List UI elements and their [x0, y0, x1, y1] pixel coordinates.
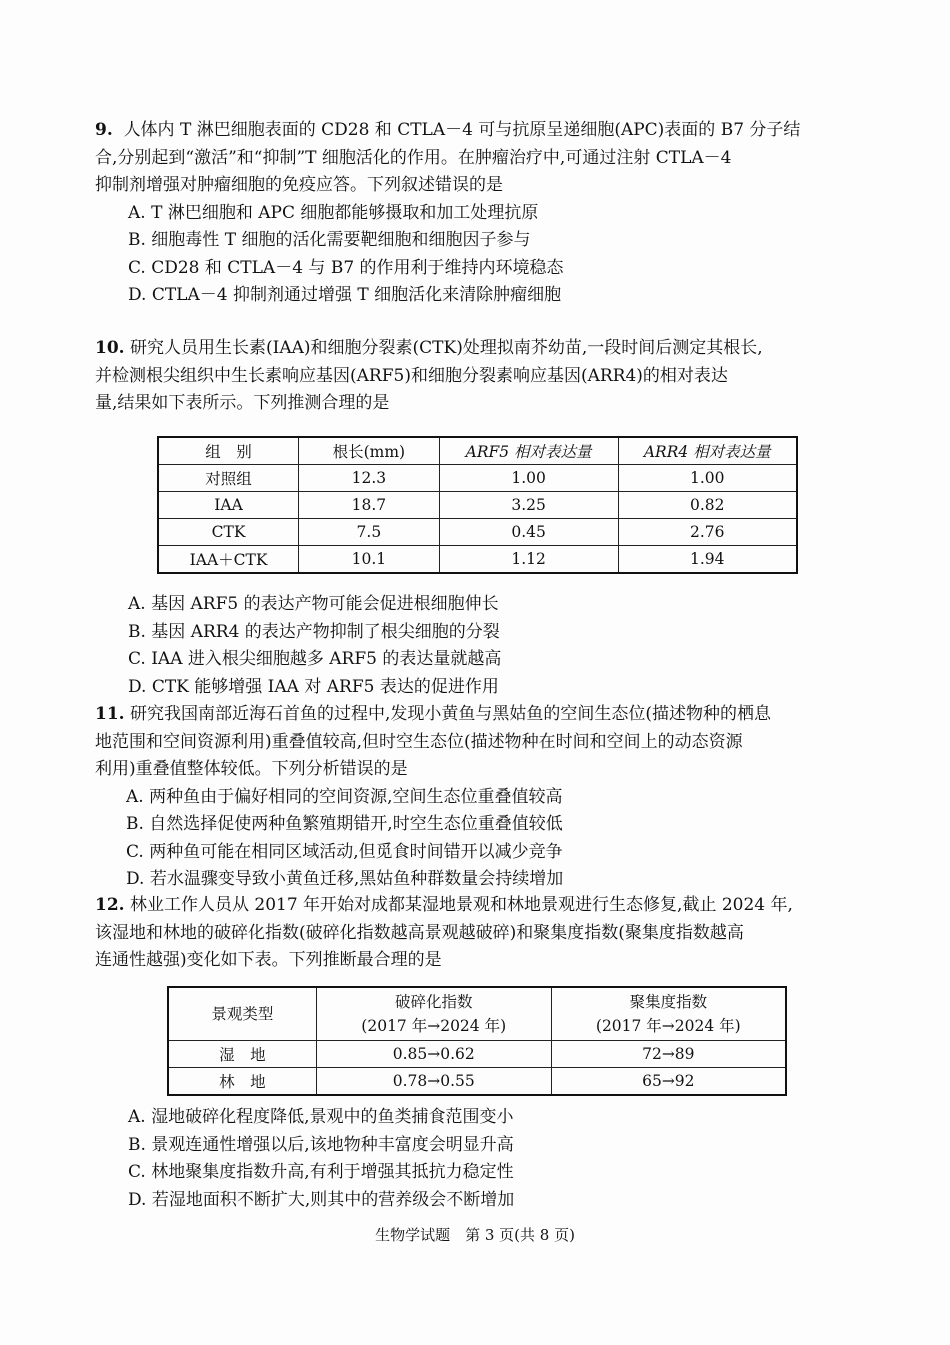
question-12-options: [95, 1104, 835, 1214]
option-a: A. 湿地破碎化程度降低,景观中的鱼类捕食范围变小: [128, 1107, 514, 1127]
option-a: A. 两种鱼由于偏好相同的空间资源,空间生态位重叠值较高: [126, 786, 563, 807]
question-stem-line: 抑制剂增强对肿瘤细胞的免疫应答。下列叙述错误的是: [95, 175, 503, 195]
question-stem-line: 人体内 T 淋巴细胞表面的 CD28 和 CTLA－4 可与抗原呈递细胞(APC)表面的 B7 分子结: [123, 120, 801, 140]
table-cell: 12.3: [299, 465, 440, 492]
table-header-cell: [551, 987, 786, 1041]
header-line: 破碎化指数: [394, 993, 473, 1011]
option-a: A. T 淋巴细胞和 APC 细胞都能够摄取和加工处理抗原: [128, 202, 539, 223]
table-cell: 0.78→0.55: [316, 1068, 551, 1096]
table-cell: 湿 地: [168, 1041, 316, 1068]
table-cell: 65→92: [551, 1068, 786, 1096]
table-cell: 0.85→0.62: [316, 1041, 551, 1068]
table-cell: 10.1: [299, 546, 440, 574]
table-cell: 1.00: [618, 465, 797, 492]
option-c: C. IAA 进入根尖细胞越多 ARF5 的表达量就越高: [128, 649, 502, 669]
page-footer: 生物学试题 第 3 页(共 8 页): [375, 1226, 575, 1244]
table-row: [158, 465, 797, 492]
option-c: C. CD28 和 CTLA－4 与 B7 的作用利于维持内环境稳态: [128, 257, 564, 278]
question-stem-line: 连通性越强)变化如下表。下列推断最合理的是: [95, 950, 442, 970]
header-line: (2017 年→2024 年): [361, 1017, 507, 1035]
option-b: B. 细胞毒性 T 细胞的活化需要靶细胞和细胞因子参与: [128, 230, 531, 250]
table-cell: IAA: [158, 492, 299, 519]
option-b: B. 基因 ARR4 的表达产物抑制了根尖细胞的分裂: [128, 621, 500, 642]
table-header-cell: ARR4 相对表达量: [618, 437, 797, 465]
table-row: [158, 492, 797, 519]
table-row: [168, 1068, 786, 1096]
table-header-cell: [168, 987, 316, 1041]
header-line: 聚集度指数: [629, 993, 708, 1011]
question-12: [95, 892, 835, 975]
table-cell: 18.7: [299, 492, 440, 519]
question-stem-line: 研究人员用生长素(IAA)和细胞分裂素(CTK)处理拟南芥幼苗,一段时间后测定其根长,: [129, 338, 763, 358]
option-b: B. 景观连通性增强以后,该地物种丰富度会明显升高: [128, 1134, 514, 1155]
question-number: 10.: [95, 338, 125, 358]
question-number: 12.: [95, 895, 125, 915]
question-stem-line: 地范围和空间资源利用)重叠值较高,但时空生态位(描述物种在时间和空间上的动态资源: [95, 731, 743, 752]
table-cell: 林 地: [168, 1068, 316, 1096]
table-cell: 3.25: [439, 492, 618, 519]
header-line: 景观类型: [211, 1005, 274, 1023]
option-d: D. 若湿地面积不断扩大,则其中的营养级会不断增加: [128, 1189, 515, 1210]
question-stem-line: 该湿地和林地的破碎化指数(破碎化指数越高景观越破碎)和聚集度指数(聚集度指数越高: [95, 922, 744, 943]
table-cell: 72→89: [551, 1041, 786, 1068]
table-cell: 1.94: [618, 546, 797, 574]
question-stem-line: 林业工作人员从 2017 年开始对成都某湿地景观和林地景观进行生态修复,截止 2024 年,: [129, 895, 793, 915]
table-cell: 0.82: [618, 492, 797, 519]
table-header-cell: [316, 987, 551, 1041]
table-cell: 1.00: [439, 465, 618, 492]
table-header-row: [168, 987, 786, 1041]
option-c: C. 两种鱼可能在相同区域活动,但觅食时间错开以减少竞争: [126, 841, 563, 862]
option-d: D. CTLA－4 抑制剂通过增强 T 细胞活化来清除肿瘤细胞: [128, 285, 562, 305]
table-header-row: [158, 437, 797, 465]
table-cell: 对照组: [158, 465, 299, 492]
table-cell: IAA＋CTK: [158, 546, 299, 574]
option-a: A. 基因 ARF5 的表达产物可能会促进根细胞伸长: [128, 594, 499, 614]
question-number: 9.: [95, 120, 113, 140]
question-stem-line: 合,分别起到“激活”和“抑制”T 细胞活化的作用。在肿瘤治疗中,可通过注射 CTLA－4: [95, 147, 732, 168]
question-11: [95, 701, 835, 894]
gene-expression-table: [157, 436, 798, 574]
question-stem-line: 量,结果如下表所示。下列推测合理的是: [95, 393, 390, 413]
table-row: [158, 546, 797, 574]
question-9: [95, 117, 835, 310]
table-header-cell: 组 别: [158, 437, 299, 465]
option-c: C. 林地聚集度指数升高,有利于增强其抵抗力稳定性: [128, 1162, 514, 1182]
table-row: [158, 519, 797, 546]
table-header-cell: 根长(mm): [299, 437, 440, 465]
header-line: (2017 年→2024 年): [595, 1017, 741, 1035]
question-stem-line: 并检测根尖组织中生长素响应基因(ARF5)和细胞分裂素响应基因(ARR4)的相对表达: [95, 365, 728, 386]
question-10: [95, 335, 835, 418]
table-cell: 7.5: [299, 519, 440, 546]
table-cell: 0.45: [439, 519, 618, 546]
question-stem-line: 利用)重叠值整体较低。下列分析错误的是: [95, 759, 408, 779]
table-header-cell: ARF5 相对表达量: [439, 437, 618, 465]
landscape-index-table: [167, 986, 787, 1096]
table-cell: CTK: [158, 519, 299, 546]
table-cell: 2.76: [618, 519, 797, 546]
table-cell: 1.12: [439, 546, 618, 574]
question-stem-line: 研究我国南部近海石首鱼的过程中,发现小黄鱼与黑姑鱼的空间生态位(描述物种的栖息: [129, 704, 772, 724]
question-10-options: [95, 591, 835, 701]
table-row: [168, 1041, 786, 1068]
option-d: D. 若水温骤变导致小黄鱼迁移,黑姑鱼种群数量会持续增加: [126, 869, 564, 889]
option-d: D. CTK 能够增强 IAA 对 ARF5 表达的促进作用: [128, 676, 499, 697]
question-number: 11.: [95, 704, 125, 724]
option-b: B. 自然选择促使两种鱼繁殖期错开,时空生态位重叠值较低: [126, 814, 563, 834]
